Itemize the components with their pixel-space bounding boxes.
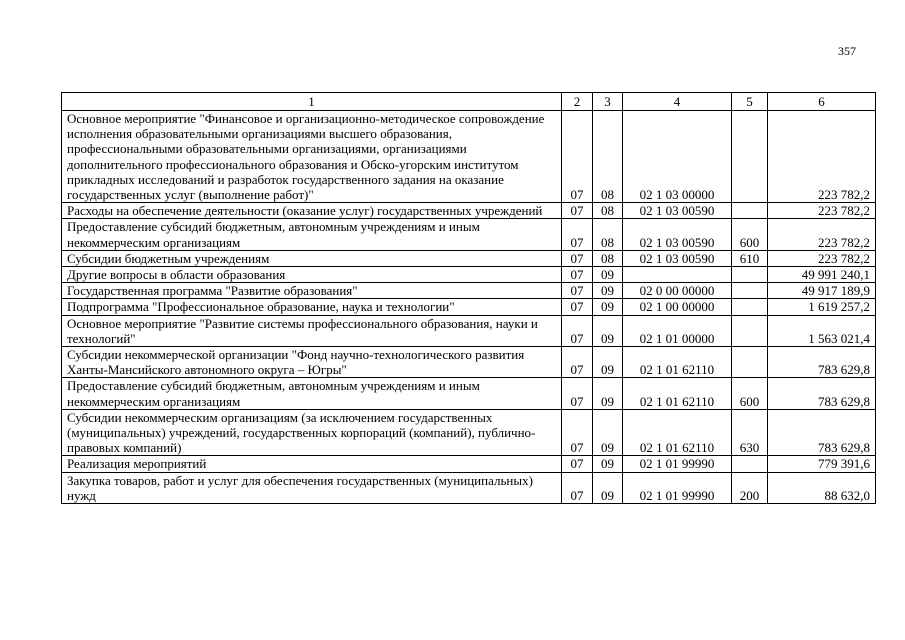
row-subsection: 09 [593,299,623,315]
row-name: Субсидии некоммерческим организациям (за исключением государственных (муниципальных) учреждений, государственных корпораций (компаний), публично-правовых компаний) [62,409,562,456]
row-target-code: 02 1 01 99990 [623,456,732,472]
table-row [62,267,876,283]
row-target-code: 02 1 01 62110 [623,347,732,378]
row-target-code: 02 1 01 99990 [623,472,732,503]
row-amount: 783 629,8 [768,409,876,456]
table-row [62,409,876,456]
row-section: 07 [562,111,593,203]
header-col-1: 1 [62,93,562,111]
row-subsection: 08 [593,111,623,203]
row-target-code: 02 0 00 00000 [623,283,732,299]
row-section: 07 [562,378,593,409]
row-section: 07 [562,409,593,456]
header-col-6: 6 [768,93,876,111]
row-target-code: 02 1 01 00000 [623,315,732,346]
header-col-4: 4 [623,93,732,111]
row-name: Основное мероприятие "Финансовое и организационно-методическое сопровождение исполнения образовательными организациями высшего образования, профессиональными образовательными организациями, организациями дополнительного профессионального образования и Обско-угорским институтом прикладных исследований и разработок государственного задания на оказание государственных услуг (выполнение работ)" [62,111,562,203]
row-amount: 223 782,2 [768,203,876,219]
row-amount: 223 782,2 [768,111,876,203]
table-header-row [62,93,876,111]
header-col-5: 5 [732,93,768,111]
table-row [62,315,876,346]
row-section: 07 [562,347,593,378]
row-section: 07 [562,283,593,299]
row-amount: 49 917 189,9 [768,283,876,299]
row-name: Предоставление субсидий бюджетным, автономным учреждениям и иным некоммерческим организациям [62,219,562,250]
row-amount: 783 629,8 [768,347,876,378]
row-name: Основное мероприятие "Развитие системы профессионального образования, науки и технологий" [62,315,562,346]
row-subsection: 09 [593,456,623,472]
row-target-code: 02 1 03 00590 [623,219,732,250]
row-name: Закупка товаров, работ и услуг для обеспечения государственных (муниципальных) нужд [62,472,562,503]
row-target-code: 02 1 03 00590 [623,250,732,266]
table-row [62,219,876,250]
row-expense-type [732,267,768,283]
row-expense-type: 600 [732,378,768,409]
row-section: 07 [562,315,593,346]
row-expense-type: 200 [732,472,768,503]
row-amount: 223 782,2 [768,219,876,250]
row-amount: 88 632,0 [768,472,876,503]
row-expense-type [732,203,768,219]
table-row [62,283,876,299]
row-subsection: 09 [593,378,623,409]
header-col-2: 2 [562,93,593,111]
row-amount: 1 563 021,4 [768,315,876,346]
row-subsection: 09 [593,267,623,283]
row-amount: 223 782,2 [768,250,876,266]
row-section: 07 [562,250,593,266]
row-subsection: 09 [593,315,623,346]
row-expense-type: 610 [732,250,768,266]
row-subsection: 09 [593,409,623,456]
row-name: Расходы на обеспечение деятельности (оказание услуг) государственных учреждений [62,203,562,219]
row-expense-type [732,283,768,299]
row-expense-type [732,347,768,378]
table-row [62,111,876,203]
row-subsection: 09 [593,283,623,299]
row-target-code: 02 1 01 62110 [623,409,732,456]
row-section: 07 [562,299,593,315]
row-name: Реализация мероприятий [62,456,562,472]
row-target-code [623,267,732,283]
table-row [62,456,876,472]
row-subsection: 08 [593,219,623,250]
row-expense-type [732,456,768,472]
table-row [62,203,876,219]
row-amount: 779 391,6 [768,456,876,472]
row-expense-type [732,299,768,315]
row-expense-type: 630 [732,409,768,456]
row-subsection: 09 [593,347,623,378]
row-subsection: 09 [593,472,623,503]
row-target-code: 02 1 03 00590 [623,203,732,219]
row-target-code: 02 1 00 00000 [623,299,732,315]
row-expense-type [732,111,768,203]
table-row [62,378,876,409]
table-row [62,299,876,315]
row-name: Подпрограмма "Профессиональное образование, наука и технологии" [62,299,562,315]
row-name: Субсидии бюджетным учреждениям [62,250,562,266]
row-amount: 783 629,8 [768,378,876,409]
page-number: 357 [838,44,856,58]
budget-table [61,92,876,504]
row-expense-type [732,315,768,346]
row-name: Другие вопросы в области образования [62,267,562,283]
row-section: 07 [562,267,593,283]
table-row [62,347,876,378]
row-target-code: 02 1 03 00000 [623,111,732,203]
row-amount: 1 619 257,2 [768,299,876,315]
row-section: 07 [562,472,593,503]
row-name: Государственная программа "Развитие образования" [62,283,562,299]
row-section: 07 [562,203,593,219]
row-expense-type: 600 [732,219,768,250]
row-name: Субсидии некоммерческой организации "Фонд научно-технологического развития Ханты-Мансийского автономного округа – Югры" [62,347,562,378]
table-row [62,472,876,503]
row-target-code: 02 1 01 62110 [623,378,732,409]
table-row [62,250,876,266]
row-name: Предоставление субсидий бюджетным, автономным учреждениям и иным некоммерческим организациям [62,378,562,409]
row-subsection: 08 [593,203,623,219]
row-section: 07 [562,456,593,472]
row-subsection: 08 [593,250,623,266]
row-amount: 49 991 240,1 [768,267,876,283]
row-section: 07 [562,219,593,250]
header-col-3: 3 [593,93,623,111]
